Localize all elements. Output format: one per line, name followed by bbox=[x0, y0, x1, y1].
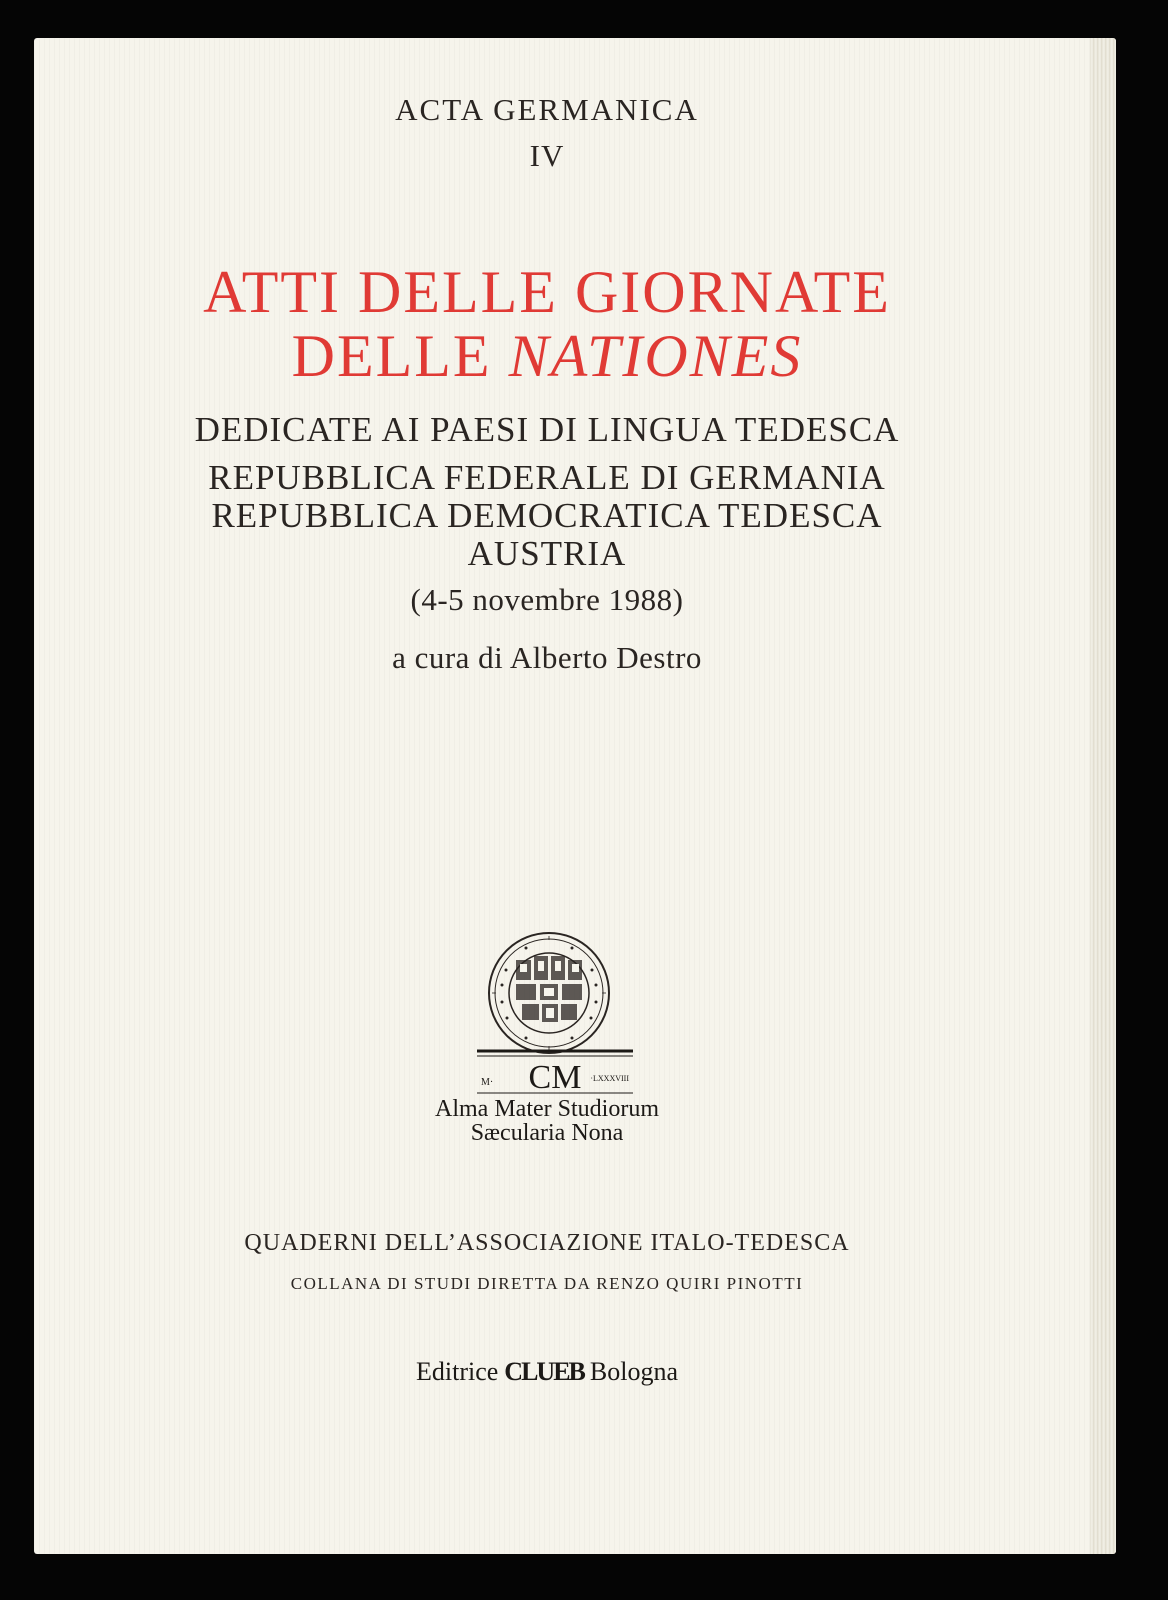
mark-right-text: ·LXXXVIII bbox=[590, 1074, 629, 1083]
publisher-city: Bologna bbox=[589, 1357, 678, 1386]
series-director: COLLANA DI STUDI DIRETTA DA RENZO QUIRI PINOTTI bbox=[290, 1274, 804, 1293]
anniversary-mark-icon bbox=[475, 1045, 635, 1101]
main-title-line2 bbox=[0, 322, 1128, 391]
publisher-line bbox=[0, 1357, 1128, 1387]
main-title-line2-prefix: DELLE bbox=[291, 323, 492, 389]
editor-credit: a cura di Alberto Destro bbox=[392, 640, 702, 675]
university-anniversary: Sæcularia Nona bbox=[470, 1120, 624, 1146]
university-name: Alma Mater Studiorum bbox=[435, 1096, 659, 1122]
subtitle-line: REPUBBLICA FEDERALE DI GERMANIA bbox=[208, 458, 886, 497]
subtitle-line: REPUBBLICA DEMOCRATICA TEDESCA bbox=[211, 496, 883, 535]
mark-center-text: CM bbox=[528, 1059, 582, 1096]
subtitle-line: DEDICATE AI PAESI DI LINGUA TEDESCA bbox=[194, 410, 900, 449]
conference-dates: (4-5 novembre 1988) bbox=[410, 582, 684, 617]
main-title-line1: ATTI DELLE GIORNATE bbox=[203, 259, 891, 325]
subtitle-line: AUSTRIA bbox=[467, 534, 627, 573]
publication-series: QUADERNI DELL’ASSOCIAZIONE ITALO-TEDESCA bbox=[244, 1230, 850, 1256]
publisher-logo: CLUEB bbox=[504, 1357, 584, 1386]
series-title: ACTA GERMANICA bbox=[395, 92, 699, 127]
publisher-prefix: Editrice bbox=[416, 1357, 499, 1386]
main-title-line2-italic: NATIONES bbox=[508, 323, 803, 389]
university-seal-icon bbox=[486, 930, 612, 1056]
mark-left-text: M· bbox=[481, 1077, 494, 1088]
volume-number: IV bbox=[529, 138, 565, 173]
